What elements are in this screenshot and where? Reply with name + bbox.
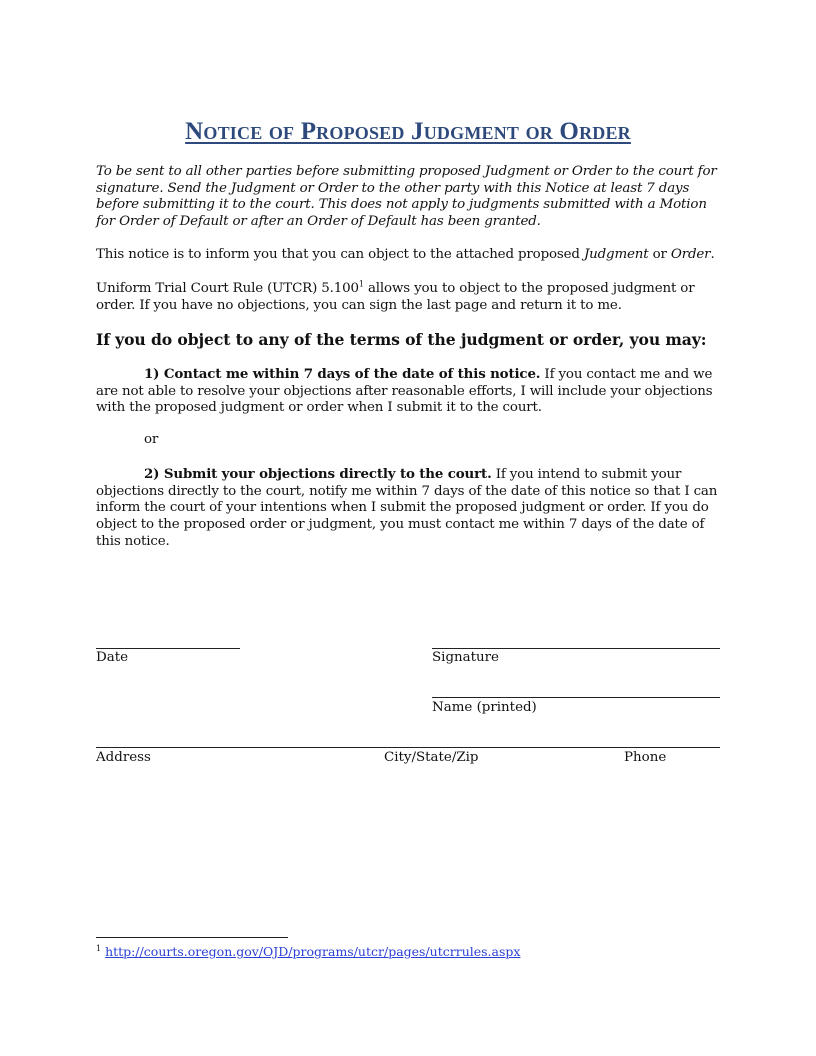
address-label: Address [96,750,151,765]
signature-line[interactable] [432,648,720,649]
utcr-prefix: Uniform Trial Court Rule (UTCR) 5.100 [96,281,359,296]
option-2-paragraph [96,466,722,551]
inform-paragraph [96,247,722,264]
footnote-separator [96,937,288,938]
option-2-lead: 2) Submit your objections directly to the court. [144,466,492,482]
objection-heading: If you do object to any of the terms of the judgment or order, you may: [96,330,707,349]
city-state-zip-label: City/State/Zip [384,750,479,765]
inform-order: Order [670,247,711,262]
name-printed-label: Name (printed) [432,700,537,715]
inform-judgment: Judgment [583,247,649,262]
inform-suffix: . [710,247,715,262]
footnote [96,944,520,959]
or-separator: or [144,432,159,447]
date-line[interactable] [96,648,240,649]
option-1-lead: 1) Contact me within 7 days of the date of this notice. [144,366,541,382]
option-1-paragraph [96,366,722,417]
footnote-reference: 1 [358,279,364,289]
utcr-rules-link[interactable]: http://courts.oregon.gov/OJD/programs/utcr/pages/utcrrules.aspx [105,944,521,959]
inform-prefix: This notice is to inform you that you can object to the attached proposed [96,247,584,262]
utcr-paragraph [96,281,722,314]
address-line[interactable] [96,747,720,748]
date-label: Date [96,650,129,665]
footnote-number: 1 [96,943,102,953]
name-printed-line[interactable] [432,697,720,698]
option-1-body: If you contact me and we are not able to resolve your objections after reasonable efforts, I will include your objections with the proposed judgment or order when I submit it to the court. [96,367,713,416]
option-2-body: If you intend to submit your objections directly to the court, notify me within 7 days of the date of this notice so that I can inform the court of your intentions when I submit the proposed judgment or order. If you do object to the proposed order or judgment, you must contact me within 7 days of the date of this notice. [96,467,718,549]
signature-label: Signature [432,650,499,665]
page-title: Notice of Proposed Judgment or Order [185,118,631,145]
utcr-suffix: allows you to object to the proposed judgment or order. If you have no objections, you can sign the last page and return it to me. [96,281,695,313]
intro-paragraph: To be sent to all other parties before submitting proposed Judgment or Order to the court for signature. Send the Judgment or Order to the other party with this Notice at least 7 days before submitting it to the court. This does not apply to judgments submitted with a Motion for Order of Default or after an Order of Default has been granted. [96,164,717,230]
phone-label: Phone [624,750,667,765]
inform-or: or [648,247,671,262]
